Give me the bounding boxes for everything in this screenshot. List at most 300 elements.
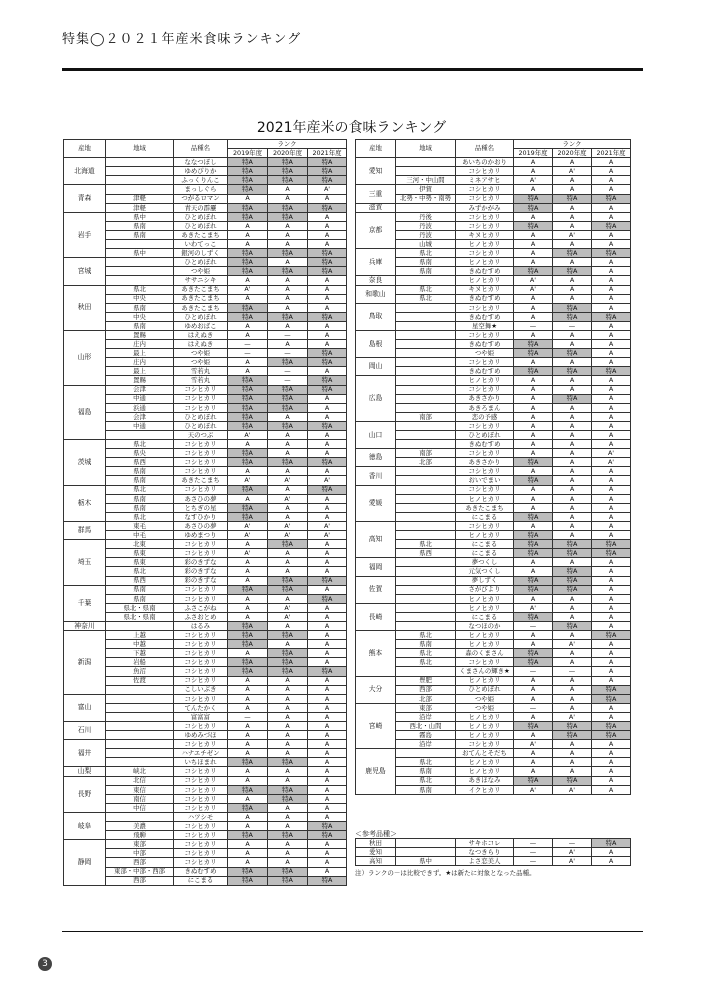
region-cell: 南部 [396, 412, 456, 421]
rank-cell: 特A [514, 531, 553, 540]
col-header-2019: 2019年度 [514, 149, 553, 158]
table-row [64, 722, 347, 731]
rank-cell: A [268, 240, 308, 249]
rank-cell: A [308, 285, 347, 294]
region-cell: 県央 [106, 449, 174, 458]
table-row [64, 703, 347, 712]
ranking-table-left [63, 139, 347, 886]
rank-cell: A [268, 485, 308, 494]
rank-cell: 特A [268, 394, 308, 403]
region-cell [396, 531, 456, 540]
rank-cell: A [553, 330, 592, 339]
region-cell [396, 467, 456, 476]
variety-cell: ふっくりんこ [174, 176, 228, 185]
variety-cell: ふさおとめ [174, 612, 228, 621]
table-row [356, 585, 631, 594]
region-cell: 県南 [106, 303, 174, 312]
rank-cell: A [268, 503, 308, 512]
region-cell: 県南 [396, 640, 456, 649]
rank-cell: A [592, 285, 631, 294]
rank-cell: A [308, 512, 347, 521]
rank-cell: A [592, 521, 631, 530]
variety-cell: まっしぐら [174, 185, 228, 194]
rank-cell: A [228, 676, 268, 685]
rank-cell: 特A [228, 185, 268, 194]
rank-cell: A [592, 258, 631, 267]
rank-cell: A [592, 358, 631, 367]
rank-cell: A [592, 440, 631, 449]
rank-cell: A [592, 740, 631, 749]
table-row [64, 667, 347, 676]
table-row [356, 848, 631, 857]
table-row [64, 676, 347, 685]
col-header-pref: 産地 [356, 140, 396, 158]
pref-cell: 福井 [64, 740, 106, 767]
region-cell [396, 594, 456, 603]
rank-cell: A [514, 749, 553, 758]
rank-cell: A [553, 185, 592, 194]
variety-cell: ゆめぴりか [174, 167, 228, 176]
rank-cell: A [228, 540, 268, 549]
rank-cell: 特A [228, 403, 268, 412]
variety-cell: コシヒカリ [174, 694, 228, 703]
table-row [64, 194, 347, 203]
rank-cell: A [268, 549, 308, 558]
rank-cell: A [514, 303, 553, 312]
rank-cell: A' [308, 185, 347, 194]
region-cell: 南部 [396, 449, 456, 458]
variety-cell: 彩のきずな [174, 567, 228, 576]
table-row [64, 312, 347, 321]
rank-cell: A [268, 431, 308, 440]
rank-cell: 特A [308, 458, 347, 467]
region-cell [396, 612, 456, 621]
variety-cell: ヒノヒカリ [456, 531, 514, 540]
table-row [356, 503, 631, 512]
region-cell: 峡北 [106, 767, 174, 776]
variety-cell: ヒノヒカリ [456, 594, 514, 603]
variety-cell: ひとめぼれ [174, 412, 228, 421]
rank-cell: 特A [228, 640, 268, 649]
region-cell [396, 667, 456, 676]
rank-cell: A [268, 303, 308, 312]
rank-cell: 特A [514, 776, 553, 785]
region-cell: 県北・県南 [106, 612, 174, 621]
region-cell [396, 576, 456, 585]
rank-cell: A [268, 731, 308, 740]
rank-cell: A [308, 240, 347, 249]
variety-cell: コシヒカリ [456, 303, 514, 312]
region-cell [396, 349, 456, 358]
region-cell [396, 848, 456, 857]
variety-cell: コシヒカリ [456, 358, 514, 367]
table-row [64, 394, 347, 403]
variety-cell: キヌヒカリ [456, 230, 514, 239]
table-row [356, 685, 631, 694]
rank-cell: A [514, 594, 553, 603]
rank-cell: A' [308, 521, 347, 530]
rank-cell: A [514, 685, 553, 694]
table-row [356, 567, 631, 576]
rank-cell: A [592, 749, 631, 758]
rank-cell: A' [514, 785, 553, 794]
variety-cell: コシヒカリ [174, 485, 228, 494]
rank-cell: 特A [514, 612, 553, 621]
pref-cell: 鹿児島 [356, 749, 396, 794]
table-row [356, 412, 631, 421]
rank-cell: A [514, 467, 553, 476]
region-cell: 県北 [396, 758, 456, 767]
rank-cell: A [592, 376, 631, 385]
rank-cell: 特A [592, 685, 631, 694]
table-row [64, 849, 347, 858]
region-cell: 会津 [106, 385, 174, 394]
rank-cell: A [592, 594, 631, 603]
pref-cell: 秋田 [356, 839, 396, 848]
region-cell [396, 376, 456, 385]
region-cell: 県南 [106, 321, 174, 330]
table-row [356, 631, 631, 640]
rank-cell: A [308, 294, 347, 303]
table-row [64, 867, 347, 876]
variety-cell: てんたかく [174, 703, 228, 712]
variety-cell: ひとめぼれ [456, 431, 514, 440]
table-row [64, 640, 347, 649]
variety-cell: コシヒカリ [174, 467, 228, 476]
rank-cell: A [514, 558, 553, 567]
region-cell: 県北 [396, 631, 456, 640]
table-row [64, 449, 347, 458]
rank-cell: A [268, 712, 308, 721]
region-cell [396, 394, 456, 403]
rank-cell: 特A [228, 667, 268, 676]
table-row [64, 212, 347, 221]
table-row [64, 440, 347, 449]
rank-cell: 特A [553, 349, 592, 358]
pref-cell: 大分 [356, 676, 396, 703]
region-cell [396, 512, 456, 521]
region-cell [396, 167, 456, 176]
table-row [64, 421, 347, 430]
variety-cell: 元気つくし [456, 567, 514, 576]
rank-cell: A [228, 794, 268, 803]
variety-cell: 雪若丸 [174, 367, 228, 376]
rank-cell: A [553, 449, 592, 458]
rank-cell: 特A [553, 576, 592, 585]
rank-cell: A [268, 812, 308, 821]
variety-cell: さがびより [456, 585, 514, 594]
table-row [356, 403, 631, 412]
rank-cell: A [268, 694, 308, 703]
region-cell [396, 749, 456, 758]
variety-cell: ヒノヒカリ [456, 758, 514, 767]
table-row [356, 521, 631, 530]
rank-cell: A [553, 176, 592, 185]
rank-cell: 特A [308, 485, 347, 494]
region-cell: 県南 [396, 785, 456, 794]
rank-cell: — [553, 839, 592, 848]
table-row [64, 758, 347, 767]
region-cell: 北信 [106, 776, 174, 785]
rank-cell: A [228, 321, 268, 330]
region-cell [396, 839, 456, 848]
rank-cell: A' [553, 640, 592, 649]
rank-cell: 特A [592, 731, 631, 740]
variety-cell: なつきらり [456, 848, 514, 857]
rank-cell: A [308, 449, 347, 458]
rank-cell: A [514, 240, 553, 249]
rank-cell: 特A [268, 403, 308, 412]
rank-cell: A [592, 212, 631, 221]
rank-cell: A [228, 840, 268, 849]
pref-cell: 福島 [64, 385, 106, 440]
rank-cell: A' [228, 549, 268, 558]
pref-cell: 長崎 [356, 603, 396, 630]
rank-cell: — [268, 376, 308, 385]
pref-cell: 富山 [64, 694, 106, 721]
table-row [356, 221, 631, 230]
rank-cell: A [268, 321, 308, 330]
table-title: 2021年産米の食味ランキング [256, 120, 447, 136]
ranking-table-right [355, 139, 631, 795]
rank-cell: 特A [308, 312, 347, 321]
rank-cell: 特A [514, 585, 553, 594]
rank-cell: A [553, 340, 592, 349]
rank-cell: — [268, 330, 308, 339]
rank-cell: A [268, 621, 308, 630]
rank-cell: A [514, 385, 553, 394]
variety-cell: コシヒカリ [174, 440, 228, 449]
rank-cell: A [514, 640, 553, 649]
variety-cell: つや姫 [174, 358, 228, 367]
variety-cell: コシヒカリ [456, 740, 514, 749]
region-cell: 県北 [106, 485, 174, 494]
rank-cell: A [592, 267, 631, 276]
rank-cell: 特A [553, 722, 592, 731]
variety-cell: コシヒカリ [456, 212, 514, 221]
variety-cell: いちほまれ [174, 758, 228, 767]
rank-cell: A [592, 467, 631, 476]
rank-cell: A [592, 640, 631, 649]
rank-cell: A [592, 321, 631, 330]
rank-cell: A [514, 421, 553, 430]
variety-cell: ヒノヒカリ [456, 722, 514, 731]
table-row [64, 594, 347, 603]
rank-cell: 特A [228, 803, 268, 812]
rank-cell: A [228, 731, 268, 740]
region-cell: 下越 [106, 649, 174, 658]
rank-cell: 特A [514, 367, 553, 376]
rank-cell: A [592, 531, 631, 540]
rank-cell: 特A [308, 249, 347, 258]
region-cell: 最上 [106, 349, 174, 358]
rank-cell: 特A [514, 194, 553, 203]
col-header-variety: 品種名 [456, 140, 514, 158]
rank-cell: 特A [268, 794, 308, 803]
rank-cell: A [553, 385, 592, 394]
region-cell: 県北 [396, 540, 456, 549]
rank-cell: 特A [308, 258, 347, 267]
rank-cell: A [268, 467, 308, 476]
table-row [64, 358, 347, 367]
rank-cell: A [228, 694, 268, 703]
table-row [356, 658, 631, 667]
rank-cell: A [308, 703, 347, 712]
region-cell: 三河・中山間 [396, 176, 456, 185]
table-row [356, 340, 631, 349]
table-row [356, 440, 631, 449]
table-row [356, 549, 631, 558]
table-row [356, 249, 631, 258]
rank-cell: A [308, 540, 347, 549]
region-cell [106, 185, 174, 194]
variety-cell: あきたこまち [174, 294, 228, 303]
variety-cell: きぬむすめ [456, 312, 514, 321]
rank-cell: 特A [268, 576, 308, 585]
rank-cell: A [553, 412, 592, 421]
pref-cell: 静岡 [64, 840, 106, 885]
rank-cell: A' [553, 785, 592, 794]
variety-cell: コシヒカリ [174, 831, 228, 840]
variety-cell: 彩のきずな [174, 558, 228, 567]
variety-cell: コシヒカリ [174, 776, 228, 785]
rank-cell: A [553, 758, 592, 767]
table-row [356, 312, 631, 321]
region-cell: 県北 [106, 567, 174, 576]
rank-cell: 特A [514, 540, 553, 549]
rank-cell: A [308, 440, 347, 449]
rank-cell: A [592, 857, 631, 866]
variety-cell: コシヒカリ [456, 485, 514, 494]
rank-cell: 特A [553, 731, 592, 740]
region-cell: 置賜 [106, 376, 174, 385]
region-cell: 西部 [106, 858, 174, 867]
rank-cell: A [308, 785, 347, 794]
rank-cell: A [553, 594, 592, 603]
rank-cell: A [553, 358, 592, 367]
region-cell: 北部 [396, 458, 456, 467]
rank-cell: A [592, 558, 631, 567]
rank-cell: 特A [514, 576, 553, 585]
variety-cell: コシヒカリ [174, 840, 228, 849]
variety-cell: コシヒカリ [174, 740, 228, 749]
rank-cell: 特A [268, 312, 308, 321]
rank-cell: A [514, 431, 553, 440]
pref-cell: 北海道 [64, 158, 106, 185]
variety-cell: ヒノヒカリ [456, 494, 514, 503]
table-row [64, 712, 347, 721]
region-cell: 県西 [106, 458, 174, 467]
region-cell [396, 558, 456, 567]
table-row [64, 540, 347, 549]
rank-cell: 特A [514, 221, 553, 230]
rank-cell: A [592, 667, 631, 676]
region-cell: 西部 [396, 685, 456, 694]
region-cell: 県南 [106, 503, 174, 512]
rank-cell: A [553, 440, 592, 449]
rank-cell: A [228, 749, 268, 758]
rank-cell: 特A [308, 267, 347, 276]
rank-cell: 特A [228, 303, 268, 312]
rank-cell: A [268, 294, 308, 303]
rank-cell: A' [228, 476, 268, 485]
pref-cell: 山形 [64, 330, 106, 385]
region-cell [396, 485, 456, 494]
rank-cell: 特A [514, 267, 553, 276]
variety-cell: きぬむすめ [456, 367, 514, 376]
rank-cell: 特A [514, 458, 553, 467]
variety-cell: コシヒカリ [456, 521, 514, 530]
rank-cell: A' [268, 521, 308, 530]
table-row [356, 294, 631, 303]
rank-cell: A [228, 494, 268, 503]
region-cell: 東信 [106, 785, 174, 794]
table-row [356, 158, 631, 167]
rank-cell: A [228, 567, 268, 576]
region-cell: 中部 [106, 849, 174, 858]
rank-cell: A [308, 794, 347, 803]
rank-cell: 特A [592, 312, 631, 321]
rank-cell: A [268, 340, 308, 349]
table-row [356, 321, 631, 330]
rank-cell: A [553, 649, 592, 658]
variety-cell: コシヒカリ [174, 785, 228, 794]
rank-cell: A [592, 676, 631, 685]
rank-cell: A [592, 203, 631, 212]
rank-cell: 特A [228, 631, 268, 640]
variety-cell: 富富富 [174, 712, 228, 721]
rank-cell: — [514, 321, 553, 330]
rank-cell: A [592, 240, 631, 249]
rank-cell: 特A [308, 667, 347, 676]
region-cell: 中通 [106, 394, 174, 403]
region-cell: 県南 [106, 494, 174, 503]
variety-cell: 彩のきずな [174, 576, 228, 585]
table-row [64, 694, 347, 703]
region-cell [396, 203, 456, 212]
rank-cell: 特A [308, 822, 347, 831]
rank-cell: A [592, 785, 631, 794]
rank-cell: 特A [308, 594, 347, 603]
table-row [64, 831, 347, 840]
rank-cell: A [268, 258, 308, 267]
rank-cell: 特A [228, 258, 268, 267]
region-cell: 北部 [396, 694, 456, 703]
pref-cell: 山梨 [64, 767, 106, 776]
rank-cell: A [553, 458, 592, 467]
rank-cell: A [514, 521, 553, 530]
variety-cell: ヒノヒカリ [456, 258, 514, 267]
rank-cell: 特A [592, 549, 631, 558]
rank-cell: 特A [514, 549, 553, 558]
table-row [356, 303, 631, 312]
rank-cell: 特A [228, 212, 268, 221]
region-cell [396, 158, 456, 167]
rank-cell: A [592, 585, 631, 594]
region-cell: 佐渡 [106, 676, 174, 685]
footer-rule [62, 931, 643, 932]
variety-cell: きぬむすめ [456, 294, 514, 303]
rank-cell: A [553, 221, 592, 230]
variety-cell: コシヒカリ [456, 249, 514, 258]
table-row [356, 494, 631, 503]
table-row [64, 176, 347, 185]
variety-cell: コシヒカリ [174, 385, 228, 394]
rank-cell: A [553, 276, 592, 285]
pref-cell: 岩手 [64, 212, 106, 257]
table-row [64, 576, 347, 585]
table-row [356, 785, 631, 794]
